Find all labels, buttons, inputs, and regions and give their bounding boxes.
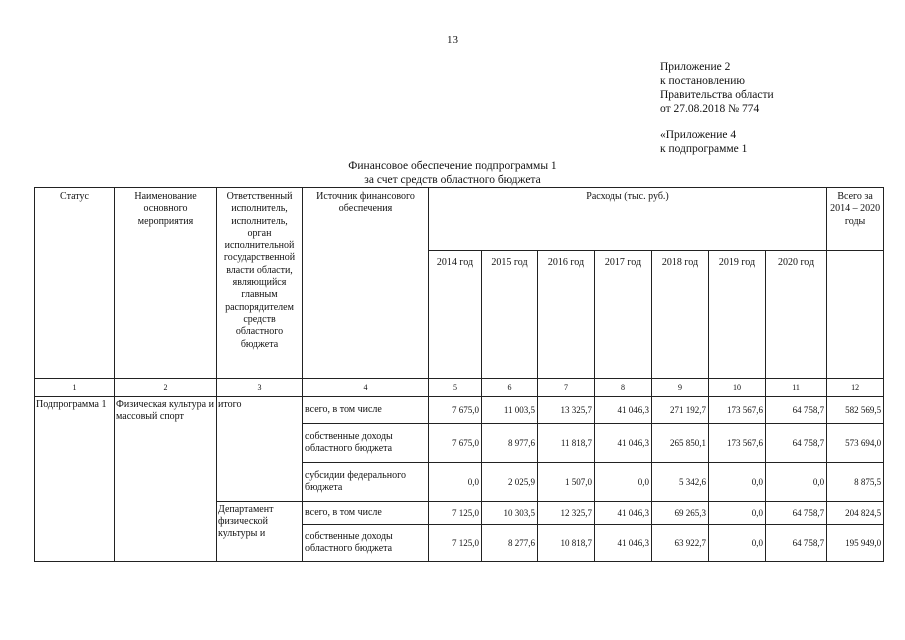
value-cell: 0,0	[709, 502, 766, 525]
appendix-line-4: от 27.08.2018 № 774	[660, 103, 760, 115]
value-cell: 64 758,7	[766, 525, 827, 562]
source-cell: всего, в том числе	[303, 502, 429, 525]
header-source: Источник финансового обеспечения	[303, 188, 429, 379]
total-cell: 195 949,0	[827, 525, 884, 562]
total-cell: 8 875,5	[827, 463, 884, 502]
column-number: 7	[538, 379, 595, 397]
value-cell: 5 342,6	[652, 463, 709, 502]
value-cell: 1 507,0	[538, 463, 595, 502]
title-line-1: Финансовое обеспечение подпрограммы 1	[348, 160, 557, 172]
appendix-block	[660, 60, 774, 156]
header-name: Наименование основного мероприятия	[115, 188, 217, 379]
header-year: 2016 год	[538, 251, 595, 379]
page-number: 13	[447, 34, 458, 46]
value-cell: 265 850,1	[652, 424, 709, 463]
appendix-line-1: Приложение 2	[660, 61, 731, 73]
value-cell: 2 025,9	[482, 463, 538, 502]
activity-name-cell: Физическая культура и массовый спорт	[115, 397, 217, 562]
source-cell: субсидии федерального бюджета	[303, 463, 429, 502]
total-cell: 582 569,5	[827, 397, 884, 424]
value-cell: 41 046,3	[595, 502, 652, 525]
value-cell: 7 125,0	[429, 502, 482, 525]
appendix-line-6: к подпрограмме 1	[660, 143, 748, 155]
header-total: Всего за 2014 – 2020 годы	[827, 188, 884, 251]
column-number: 3	[217, 379, 303, 397]
column-number: 9	[652, 379, 709, 397]
responsible-cell: Департамент физической культуры и	[217, 502, 303, 562]
source-cell: всего, в том числе	[303, 397, 429, 424]
responsible-cell: итого	[217, 397, 303, 502]
value-cell: 0,0	[429, 463, 482, 502]
value-cell: 41 046,3	[595, 397, 652, 424]
column-number: 2	[115, 379, 217, 397]
value-cell: 8 977,6	[482, 424, 538, 463]
value-cell: 7 675,0	[429, 397, 482, 424]
value-cell: 63 922,7	[652, 525, 709, 562]
value-cell: 11 818,7	[538, 424, 595, 463]
header-total-blank	[827, 251, 884, 379]
value-cell: 0,0	[709, 463, 766, 502]
column-number: 1	[35, 379, 115, 397]
header-year: 2014 год	[429, 251, 482, 379]
value-cell: 41 046,3	[595, 424, 652, 463]
header-year: 2020 год	[766, 251, 827, 379]
value-cell: 41 046,3	[595, 525, 652, 562]
status-cell: Подпрограмма 1	[35, 397, 115, 562]
value-cell: 173 567,6	[709, 397, 766, 424]
column-number: 12	[827, 379, 884, 397]
value-cell: 173 567,6	[709, 424, 766, 463]
value-cell: 69 265,3	[652, 502, 709, 525]
value-cell: 13 325,7	[538, 397, 595, 424]
document-title	[0, 159, 905, 187]
value-cell: 64 758,7	[766, 502, 827, 525]
value-cell: 10 818,7	[538, 525, 595, 562]
column-number: 10	[709, 379, 766, 397]
value-cell: 8 277,6	[482, 525, 538, 562]
financing-table	[34, 187, 884, 562]
appendix-line-2: к постановлению	[660, 75, 745, 87]
value-cell: 10 303,5	[482, 502, 538, 525]
value-cell: 0,0	[766, 463, 827, 502]
column-number: 8	[595, 379, 652, 397]
column-number: 5	[429, 379, 482, 397]
column-number: 4	[303, 379, 429, 397]
total-cell: 204 824,5	[827, 502, 884, 525]
header-expenses: Расходы (тыс. руб.)	[429, 188, 827, 251]
header-year: 2018 год	[652, 251, 709, 379]
table-row	[35, 397, 884, 424]
column-number: 11	[766, 379, 827, 397]
source-cell: собственные доходы областного бюджета	[303, 525, 429, 562]
header-year: 2019 год	[709, 251, 766, 379]
value-cell: 271 192,7	[652, 397, 709, 424]
header-responsible: Ответственный исполнитель, исполнитель, орган исполнительной государственной власти области, являющийся главным распорядителем средств областного бюджета	[217, 188, 303, 379]
title-line-2: за счет средств областного бюджета	[364, 174, 541, 186]
header-status: Статус	[35, 188, 115, 379]
value-cell: 12 325,7	[538, 502, 595, 525]
value-cell: 11 003,5	[482, 397, 538, 424]
appendix-line-5: «Приложение 4	[660, 129, 737, 141]
value-cell: 64 758,7	[766, 397, 827, 424]
total-cell: 573 694,0	[827, 424, 884, 463]
value-cell: 7 675,0	[429, 424, 482, 463]
value-cell: 64 758,7	[766, 424, 827, 463]
appendix-line-3: Правительства области	[660, 89, 774, 101]
header-year: 2015 год	[482, 251, 538, 379]
value-cell: 0,0	[595, 463, 652, 502]
value-cell: 0,0	[709, 525, 766, 562]
column-number: 6	[482, 379, 538, 397]
value-cell: 7 125,0	[429, 525, 482, 562]
source-cell: собственные доходы областного бюджета	[303, 424, 429, 463]
header-year: 2017 год	[595, 251, 652, 379]
